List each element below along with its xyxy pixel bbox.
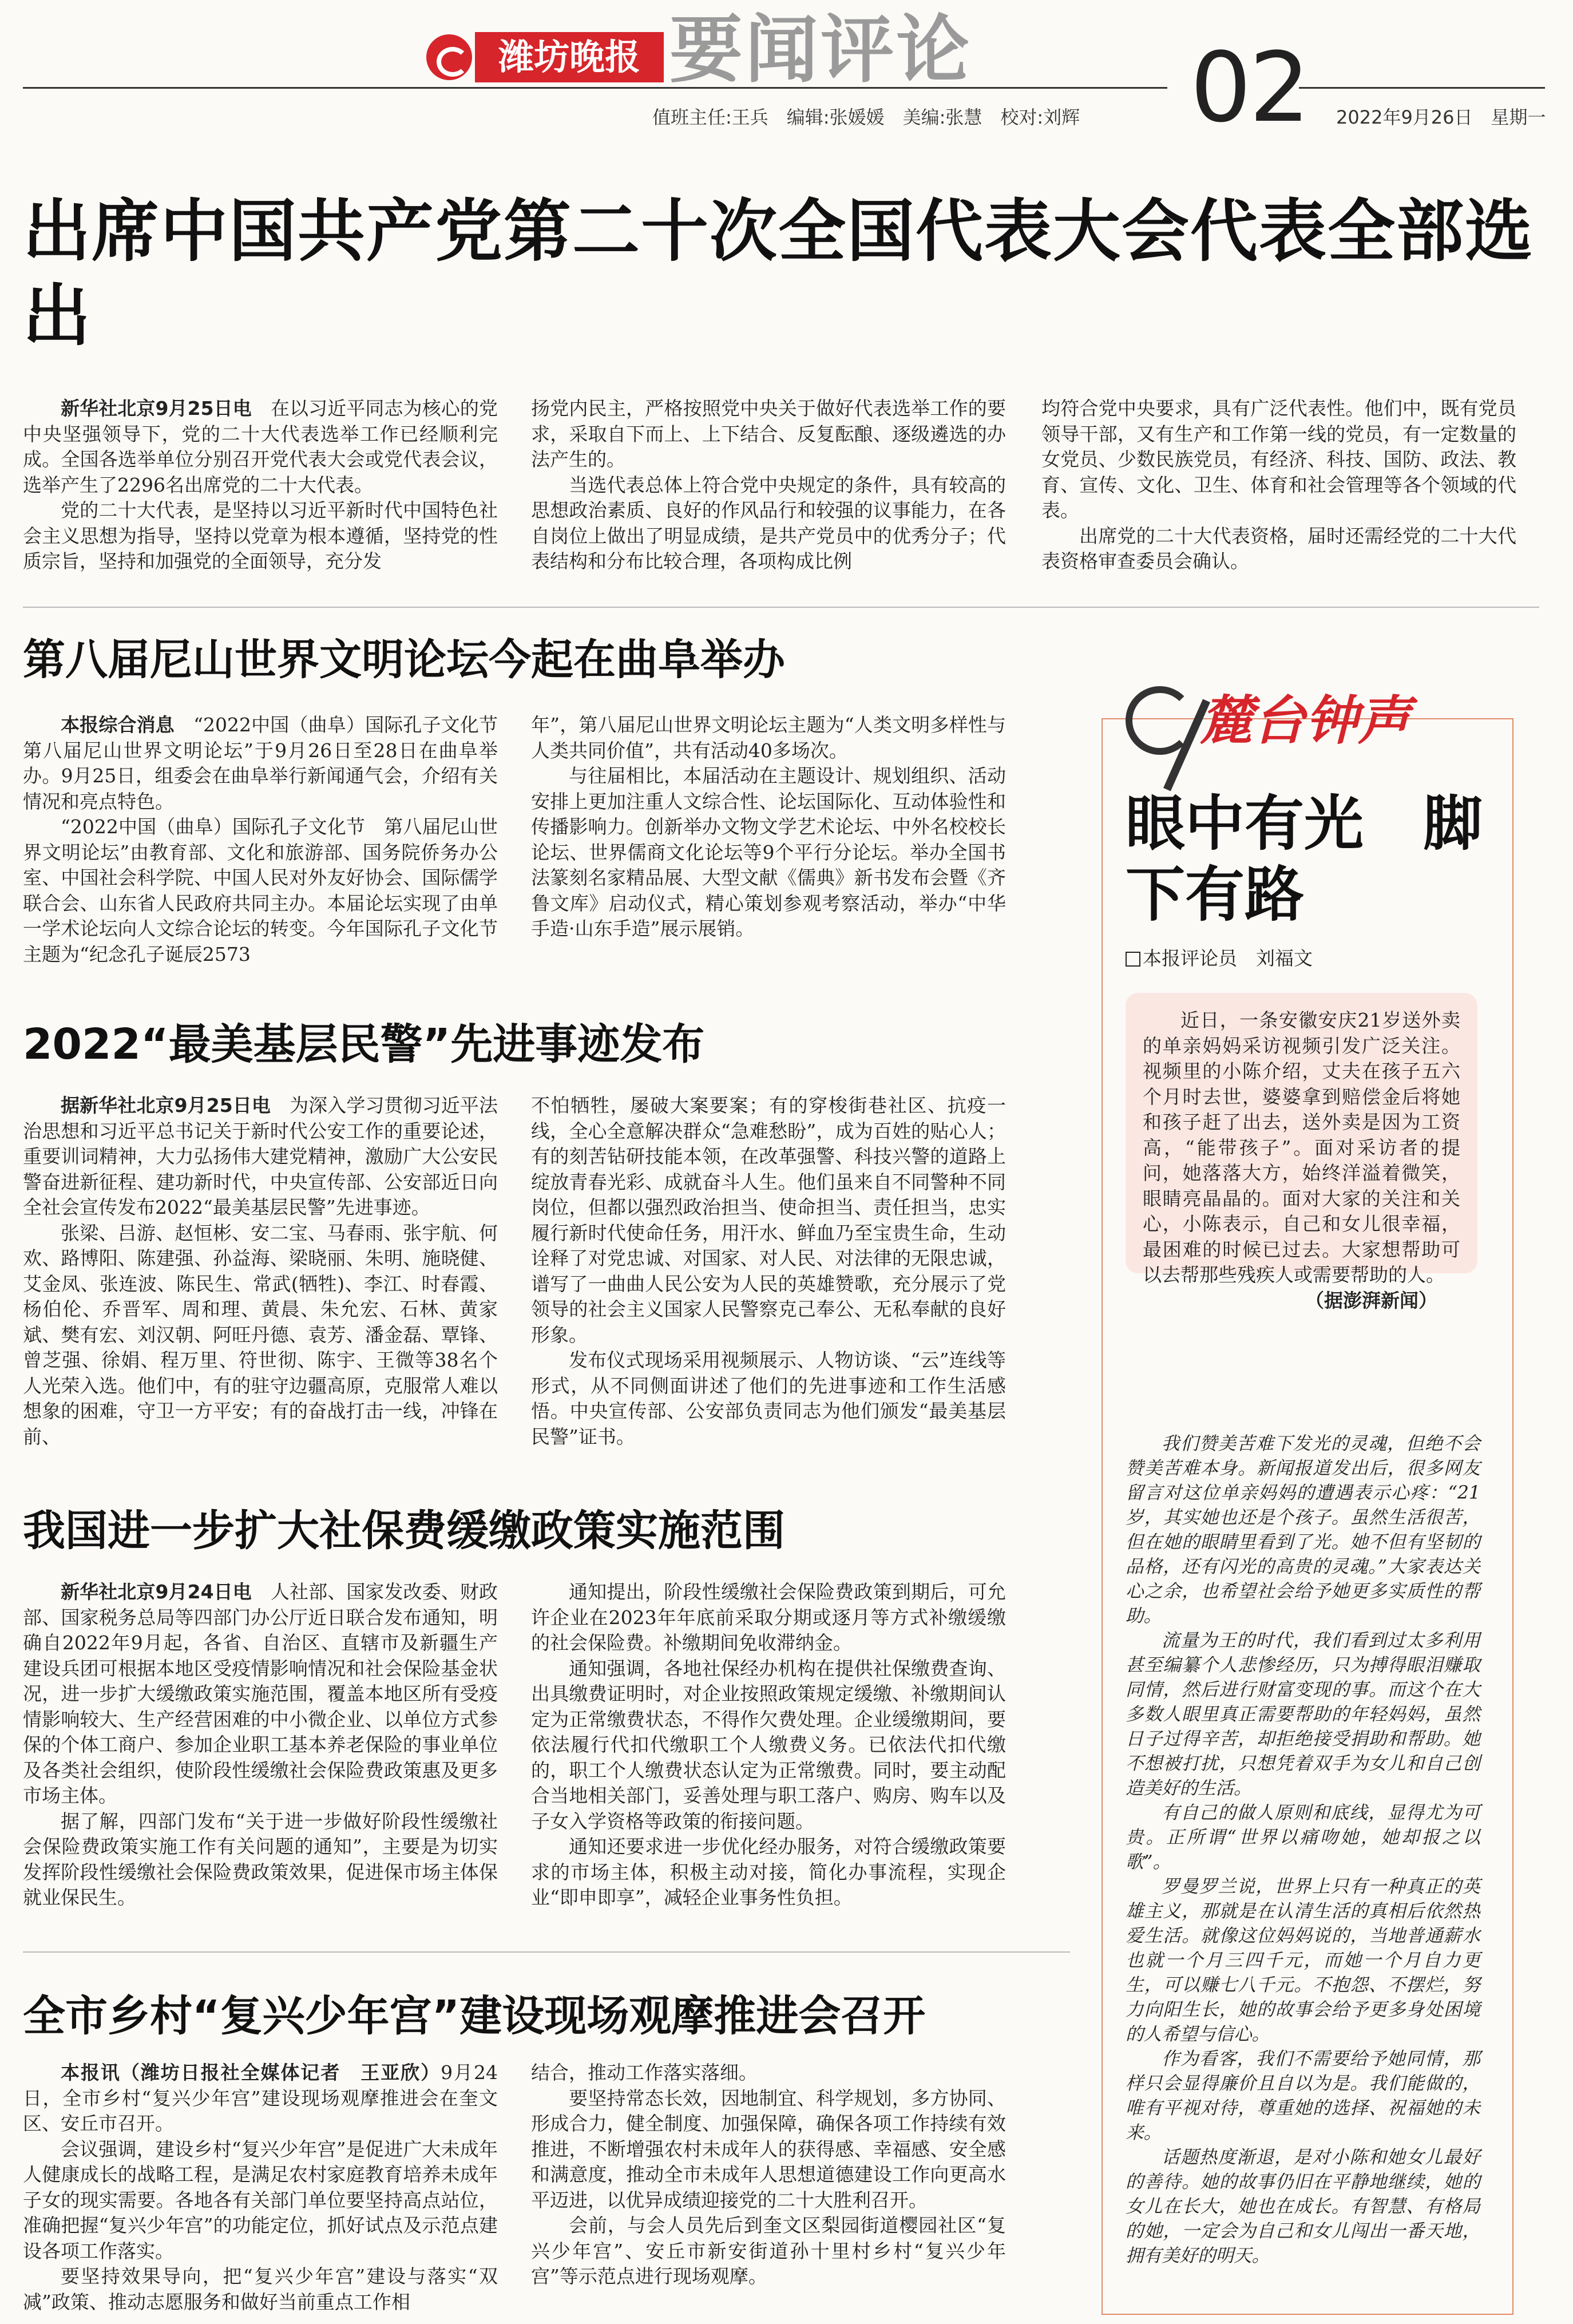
newspaper-logo-icon <box>426 34 472 80</box>
article-1-col-1: 新华社北京9月25日电 在以习近平同志为核心的党中央坚强领导下，党的二十大代表选举工作已经顺利完成。全国各选举单位分别召开党代表大会或党代表会议，选举产生了2296名出席党的二十大代表。 党的二十大代表，是坚持以习近平新时代中国特色社会主义思想为指导，坚持以党章为根本遵循，坚持党的性质宗旨，坚持和加强党的全面领导，充分发 <box>23 397 498 572</box>
article-3-col-2: 不怕牺牲，屡破大案要案；有的穿梭街巷社区、抗疫一线，全心全意解决群众“急难愁盼”，成为百姓的贴心人；有的刻苦钻研技能本领，在改革强警、科技兴警的道路上绽放青春光彩、成就奋斗人生。他们虽来自不同警种不同岗位，但都以强烈政治担当、使命担当、责任担当，忠实履行新时代使命任务，用汗水、鲜血乃至宝贵生命，生动诠释了对党忠诚、对国家、对人民、对法律的无限忠诚，谱写了一曲曲人民公安为人民的英雄赞歌，充分展示了党领导的社会主义国家人民警察克己奉公、无私奉献的良好形象。 发布仪式现场采用视频展示、人物访谈、“云”连线等形式，从不同侧面讲述了他们的先进事迹和工作生活感悟。中央宣传部、公安部负责同志为他们颁发“最美基层民警”证书。 <box>531 1094 1006 1448</box>
article-4-dateline: 新华社北京9月24日电 <box>61 1581 252 1603</box>
article-2-col-1: 本报综合消息 “2022中国（曲阜）国际孔子文化节 第八届尼山世界文明论坛”于9月26日至28日在曲阜举办。9月25日，组委会在曲阜举行新闻通气会，介绍有关情况和亮点特色。 “2022中国（曲阜）国际孔子文化节 第八届尼山世界文明论坛”由教育部、文化和旅游部、国务院侨务办公室、中国社会科学院、中国人民对外友好协会、国际儒学联合会、山东省人民政府共同主办。本届论坛实现了由单一学术论坛向人文综合论坛的转变。今年国际孔子文化节主题为“纪念孔子诞辰2573 <box>23 714 517 965</box>
article-4-col-1: 新华社北京9月24日电 人社部、国家发改委、财政部、国家税务总局等四部门办公厅近日联合发布通知，明确自2022年9月起，各省、自治区、直辖市及新疆生产建设兵团可根据本地区受疫情影响情况和社会保险基金状况，进一步扩大缓缴政策实施范围，覆盖本地区所有受疫情影响较大、生产经营困难的中小微企业、以单位方式参保的个体工商户、参加企业职工基本养老保险的事业单位及各类社会组织，使阶段性缓缴社会保险费政策惠及更多市场主体。 据了解，四部门发布“关于进一步做好阶段性缓缴社会保险费政策实施工作有关问题的通知”，主要是为切实发挥阶段性缓缴社会保险费政策效果，促进保市场主体保就业保民生。 <box>23 1581 498 1909</box>
article-1-col-2: 扬党内民主，严格按照党中央关于做好代表选举工作的要求，采取自下而上、上下结合、反复酝酿、逐级遴选的办法产生的。 当选代表总体上符合党中央规定的条件，具有较高的思想政治素质、良好的作风品行和较强的议事能力，在各自岗位上做出了明显成绩，是共产党员中的优秀分子；代表结构和分布比较合理，各项构成比例 <box>531 397 1006 572</box>
issue-date: 2022年9月26日 星期一 <box>1336 106 1546 128</box>
commentary-body: 我们赞美苦难下发光的灵魂，但绝不会赞美苦难本身。新闻报道发出后，很多网友留言对这位单亲妈妈的遭遇表示心疼：“21岁，其实她也还是个孩子。虽然生活很苦，但在她的眼睛里看到了光。她不但有坚韧的品格，还有闪光的高贵的灵魂。”大家表达关心之余，也希望社会给予她更多实质性的帮助。 流量为王的时代，我们看到过太多利用甚至编纂个人悲惨经历，只为搏得眼泪赚取同情，然后进行财富变现的事。而这个在大多数人眼里真正需要帮助的年轻妈妈，虽然日子过得辛苦，却拒绝接受捐助和帮助。她不想被打扰，只想凭着双手为女儿和自己创造美好的生活。 有自己的做人原则和底线，显得尤为可贵。正所谓“世界以痛吻她，她却报之以歌”。 罗曼罗兰说，世界上只有一种真正的英雄主义，那就是在认清生活的真相后依然热爱生活。就像这位妈妈说的，当地普通薪水也就一个月三四千元，而她一个月自力更生，可以赚七八千元。不抱怨、不摆烂，努力向阳生长，她的故事会给予更多身处困境的人希望与信心。 作为看客，我们不需要给予她同情，那样只会显得廉价且自以为是。我们能做的，唯有平视对待，尊重她的选择、祝福她的未来。 话题热度渐退，是对小陈和她女儿最好的善待。她的故事仍旧在平静地继续，她的女儿在长大，她也在成长。有智慧、有格局的她，一定会为自己和女儿闯出一番天地，拥有美好的明天。 <box>1126 1434 1480 2266</box>
article-1-col-3: 均符合党中央要求，具有广泛代表性。他们中，既有党员领导干部，又有生产和工作第一线的党员，有一定数量的女党员、少数民族党员，有经济、科技、国防、政法、教育、宣传、文化、卫生、体育和社会管理等各个领域的代表。 出席党的二十大代表资格，届时还需经党的二十大代表资格审查委员会确认。 <box>1041 397 1516 572</box>
article-2-col-2: 年”，第八届尼山世界文明论坛主题为“人类文明多样性与人类共同价值”，共有活动40多场次。 与往届相比，本届活动在主题设计、规划组织、活动安排上更加注重人文综合性、论坛国际化、互动体验性和传播影响力。创新举办文物文学艺术论坛、中外名校校长论坛、世界儒商文化论坛等9个平行分论坛。举办全国书法篆刻名家精品展、大型文献《儒典》新书发布会暨《齐鲁文库》启动仪式，精心策划参观考察活动，举办“中华手造·山东手造”展示展销。 <box>531 714 1006 940</box>
commentary-title: 眼中有光 脚下有路 <box>1126 789 1483 929</box>
section-name: 要闻评论 <box>669 7 972 93</box>
quote-text: 近日，一条安徽安庆21岁送外卖的单亲妈妈采访视频引发广泛关注。视频里的小陈介绍，丈夫在孩子五六个月时去世，婆婆拿到赔偿金后将她和孩子赶了出去，送外卖是因为工资高，“能带孩子”。面对采访者的提问，她落落大方，始终洋溢着微笑，眼睛亮晶晶的。面对大家的关注和关心，小陈表示，自己和女儿很幸福，最困难的时候已过去。大家想帮助可以去帮那些残疾人或需要帮助的人。 <box>1143 1009 1460 1286</box>
staff-credits: 值班主任:王兵 编辑:张媛媛 美编:张慧 校对:刘辉 <box>652 106 1080 128</box>
article-5-headline: 全市乡村“复兴少年宫”建设现场观摩推进会召开 <box>23 1992 926 2041</box>
author-box-icon <box>1126 952 1140 967</box>
article-1-dateline: 新华社北京9月25日电 <box>61 397 252 419</box>
article-1-headline: 出席中国共产党第二十次全国代表大会代表全部选出 <box>23 192 1534 355</box>
quote-source: （据澎湃新闻） <box>1305 1289 1437 1312</box>
article-5-col-1: 本报讯（潍坊日报社全媒体记者 王亚欣）9月24日，全市乡村“复兴少年宫”建设现场观摩推进会在奎文区、安丘市召开。 会议强调，建设乡村“复兴少年宫”是促进广大未成年人健康成长的战略工程，是满足农村家庭教育培养未成年子女的现实需要。各地各有关部门单位要坚持高点站位，准确把握“复兴少年宫”的功能定位，抓好试点及示范点建设各项工作落实。 要坚持效果导向，把“复兴少年宫”建设与落实“双减”政策、推动志愿服务和做好当前重点工作相 <box>23 2061 498 2313</box>
article-4-headline: 我国进一步扩大社保费缓缴政策实施范围 <box>23 1506 785 1555</box>
commentary-sidebar <box>1102 690 1513 2315</box>
article-2-dateline: 本报综合消息 <box>61 714 175 736</box>
article-5-dateline: 本报讯（潍坊日报社全媒体记者 王亚欣） <box>61 2061 441 2084</box>
column-name: 麓台钟声 <box>1200 690 1411 751</box>
article-3-col-1: 据新华社北京9月25日电 为深入学习贯彻习近平法治思想和习近平总书记关于新时代公安工作的重要论述，重要训词精神，大力弘扬伟大建党精神，激励广大公安民警奋进新征程、建功新时代，中央宣传部、公安部近日向全社会宣传发布2022“最美基层民警”先进事迹。 张梁、吕游、赵恒彬、安二宝、马春雨、张宇航、何欢、路博阳、陈建强、孙益海、梁晓丽、朱明、施晓健、艾金凤、张连波、陈民生、常武(牺牲)、李江、时春霞、杨伯伦、乔晋军、周和理、黄晨、朱允宏、石林、黄家斌、樊有宏、刘汉朝、阿旺丹德、袁芳、潘金磊、覃锋、曾芝强、徐娟、程万里、符世彻、陈宇、王微等38名个人光荣入选。他们中，有的驻守边疆高原，克服常人难以想象的困难，守卫一方平安；有的奋战打击一线，冲锋在前、 <box>23 1094 498 1448</box>
divider <box>23 607 1539 608</box>
newspaper-brand: 潍坊晚报 <box>475 32 664 82</box>
article-5-col-2: 结合，推动工作落实落细。 要坚持常态长效，因地制宜、科学规划，多方协同、形成合力，健全制度、加强保障，确保各项工作持续有效推进，不断增强农村未成年人的获得感、幸福感、安全感和满意度，推动全市未成年人思想道德建设工作向更高水平迈进，以优异成绩迎接党的二十大胜利召开。 会前，与会人员先后到奎文区梨园街道樱园社区“复兴少年宫”、安丘市新安街道孙十里村乡村“复兴少年宫”等示范点进行现场观摩。 <box>531 2061 1006 2287</box>
header-rule-right <box>1299 87 1545 89</box>
article-3-dateline: 据新华社北京9月25日电 <box>61 1094 271 1117</box>
page-number: 02 <box>1190 31 1308 144</box>
article-4-col-2: 通知提出，阶段性缓缴社会保险费政策到期后，可允许企业在2023年年底前采取分期或逐月等方式补缴缓缴的社会保险费。补缴期间免收滞纳金。 通知强调，各地社保经办机构在提供社保缴费查询、出具缴费证明时，对企业按照政策规定缓缴、补缴期间认定为正常缴费状态，不得作欠费处理。企业缓缴期间，要依法履行代扣代缴职工个人缴费义务。已依法代扣代缴的，职工个人缴费状态认定为正常缴费。同时，要主动配合当地相关部门，妥善处理与职工落户、购房、购车以及子女入学资格等政策的衔接问题。 通知还要求进一步优化经办服务，对符合缓缴政策要求的市场主体，积极主动对接，简化办事流程，实现企业“即申即享”，减轻企业事务性负担。 <box>531 1581 1006 1909</box>
masthead <box>23 6 1546 144</box>
header-rule <box>23 87 1167 89</box>
article-3-headline: 2022“最美基层民警”先进事迹发布 <box>23 1020 705 1069</box>
commentary-author: 本报评论员 刘福文 <box>1126 944 1313 971</box>
article-2-headline: 第八届尼山世界文明论坛今起在曲阜举办 <box>23 635 785 684</box>
news-quote-box <box>1126 993 1477 1312</box>
divider <box>23 1951 1070 1953</box>
